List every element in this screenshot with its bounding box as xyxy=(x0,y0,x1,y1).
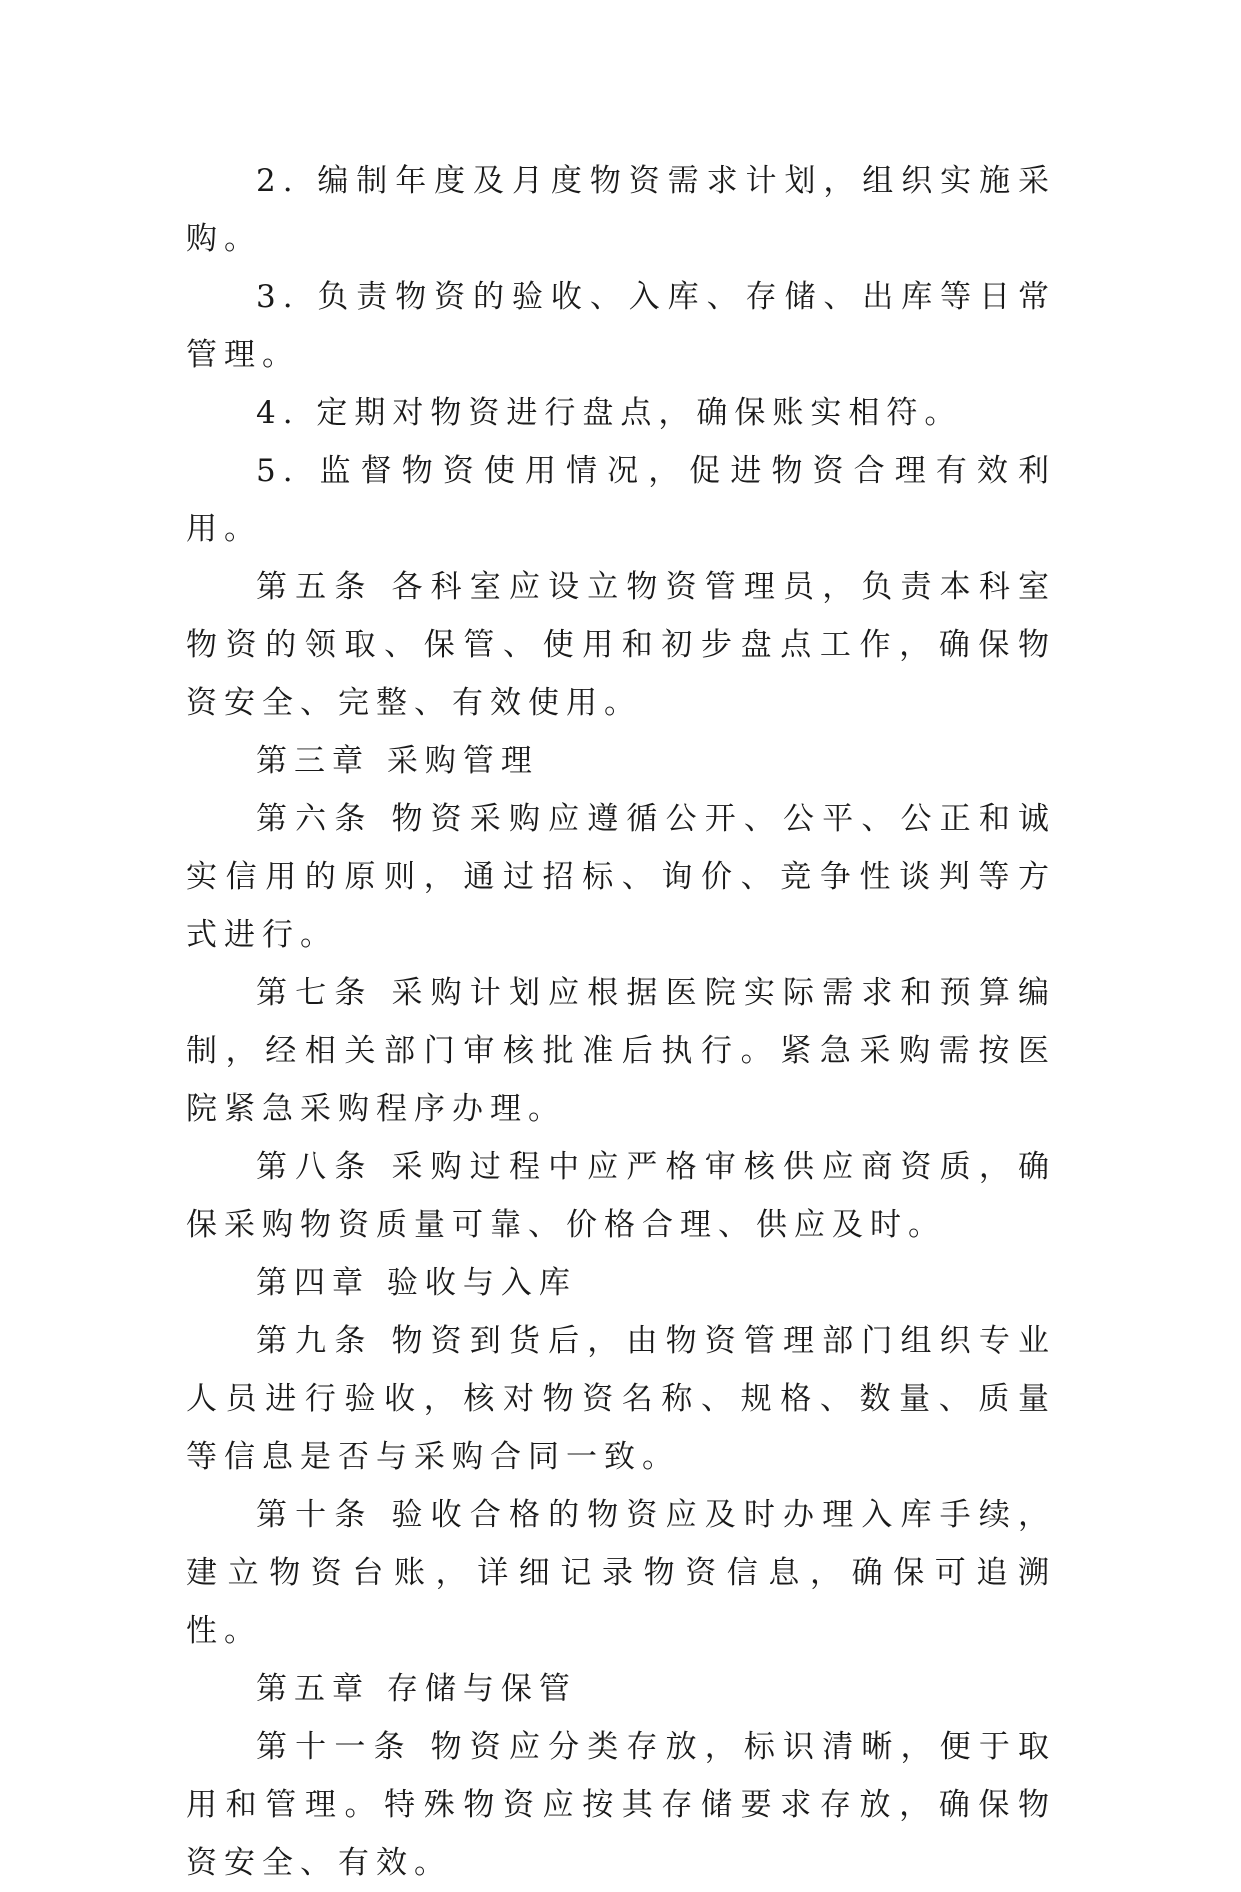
article-10: 第十条 验收合格的物资应及时办理入库手续，建立物资台账，详细记录物资信息，确保可追溯性。 xyxy=(186,1497,1056,1649)
article-11: 第十一条 物资应分类存放，标识清晰，便于取用和管理。特殊物资应按其存储要求存放，确保物资安全、有效。 xyxy=(186,1729,1056,1881)
chapter-3-heading: 第三章 采购管理 xyxy=(256,743,539,779)
article-5: 第五条 各科室应设立物资管理员，负责本科室物资的领取、保管、使用和初步盘点工作，确保物资安全、完整、有效使用。 xyxy=(186,569,1056,721)
article-9: 第九条 物资到货后，由物资管理部门组织专业人员进行验收，核对物资名称、规格、数量、质量等信息是否与采购合同一致。 xyxy=(186,1323,1056,1475)
chapter-4-heading: 第四章 验收与入库 xyxy=(256,1265,577,1301)
list-item-2: 2. 编制年度及月度物资需求计划，组织实施采购。 xyxy=(186,163,1056,257)
list-item-5: 5. 监督物资使用情况，促进物资合理有效利用。 xyxy=(186,453,1056,547)
article-8: 第八条 采购过程中应严格审核供应商资质，确保采购物资质量可靠、价格合理、供应及时。 xyxy=(186,1149,1056,1243)
article-7: 第七条 采购计划应根据医院实际需求和预算编制，经相关部门审核批准后执行。紧急采购需按医院紧急采购程序办理。 xyxy=(186,975,1056,1127)
list-item-4: 4. 定期对物资进行盘点，确保账实相符。 xyxy=(256,395,963,431)
document-body xyxy=(186,152,1056,1892)
article-6: 第六条 物资采购应遵循公开、公平、公正和诚实信用的原则，通过招标、询价、竞争性谈判等方式进行。 xyxy=(186,801,1056,953)
list-item-3: 3. 负责物资的验收、入库、存储、出库等日常管理。 xyxy=(186,279,1056,373)
chapter-5-heading: 第五章 存储与保管 xyxy=(256,1671,577,1707)
